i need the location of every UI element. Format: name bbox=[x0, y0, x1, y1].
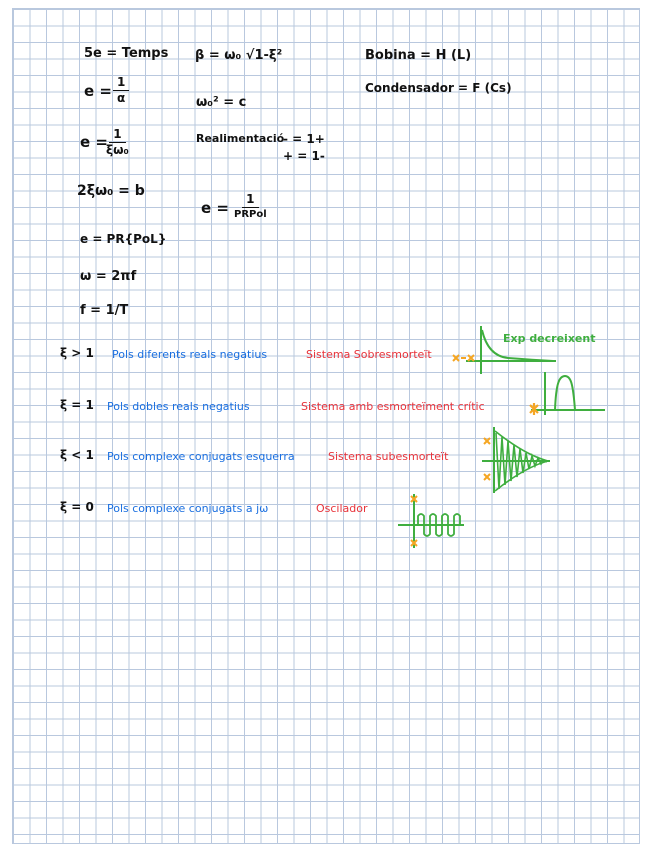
e-prpol-fraction bbox=[234, 193, 267, 220]
case-1-plot-label: Exp decreixent bbox=[503, 332, 596, 345]
fraction-denominator: α bbox=[117, 91, 126, 106]
underdamped-sketch bbox=[480, 425, 552, 495]
case-1-description: Pols diferents reals negatius bbox=[112, 348, 268, 361]
critical-response-curve bbox=[555, 376, 575, 410]
fraction-denominator: PRPol bbox=[234, 209, 267, 221]
case-1-condition: ξ > 1 bbox=[60, 346, 94, 360]
case-1-system: Sistema Sobresmorteït bbox=[306, 348, 432, 361]
e-pr-formula: e = PR{PoL} bbox=[80, 232, 167, 246]
fraction-numerator: 1 bbox=[242, 193, 258, 208]
case-4-description: Pols complexe conjugats a jω bbox=[107, 502, 269, 515]
case-3-system: Sistema subesmorteït bbox=[328, 450, 449, 463]
case-3-description: Pols complexe conjugats esquerra bbox=[107, 450, 295, 463]
fraction-numerator: 1 bbox=[109, 128, 125, 143]
fraction-denominator: ξω₀ bbox=[106, 143, 129, 158]
pole-marker-icon bbox=[484, 438, 490, 444]
case-3-condition: ξ < 1 bbox=[60, 448, 94, 462]
e-formula-2-fraction bbox=[106, 128, 129, 157]
pole-marker-icon bbox=[484, 474, 490, 480]
feedback-negative: - = 1+ bbox=[283, 132, 325, 146]
condensador-definition: Condensador = F (Cs) bbox=[365, 81, 512, 95]
fraction-numerator: 1 bbox=[113, 76, 129, 91]
omega-formula: ω = 2πf bbox=[80, 269, 137, 284]
bobina-definition: Bobina = H (L) bbox=[365, 48, 472, 63]
exp-decay-curve bbox=[482, 330, 553, 361]
case-4-system: Oscilador bbox=[316, 502, 368, 515]
time-formula: 5e = Temps bbox=[84, 46, 169, 61]
case-2-condition: ξ = 1 bbox=[60, 398, 94, 412]
pole-marker-icon bbox=[453, 355, 459, 361]
e-prpol-lhs: e = bbox=[201, 199, 229, 217]
e-formula-1-fraction bbox=[113, 76, 129, 105]
e-formula-1-lhs: e = bbox=[84, 82, 112, 100]
case-2-description: Pols dobles reals negatius bbox=[107, 400, 250, 413]
oscillator-sketch bbox=[398, 492, 468, 550]
e-formula-2-lhs: e = bbox=[80, 133, 108, 151]
frequency-formula: f = 1/T bbox=[80, 303, 129, 318]
case-4-condition: ξ = 0 bbox=[60, 500, 94, 514]
case-2-system: Sistema amb esmorteïment crític bbox=[301, 400, 485, 413]
beta-formula: β = ω₀ √1-ξ² bbox=[195, 48, 283, 63]
feedback-label: Realimentació bbox=[196, 132, 285, 145]
decaying-oscillation bbox=[496, 433, 547, 489]
w0-squared-formula: ω₀² = c bbox=[196, 95, 247, 110]
critical-damping-sketch bbox=[527, 370, 607, 420]
damping-b-formula: 2ξω₀ = b bbox=[77, 183, 145, 199]
feedback-positive: + = 1- bbox=[283, 149, 325, 163]
